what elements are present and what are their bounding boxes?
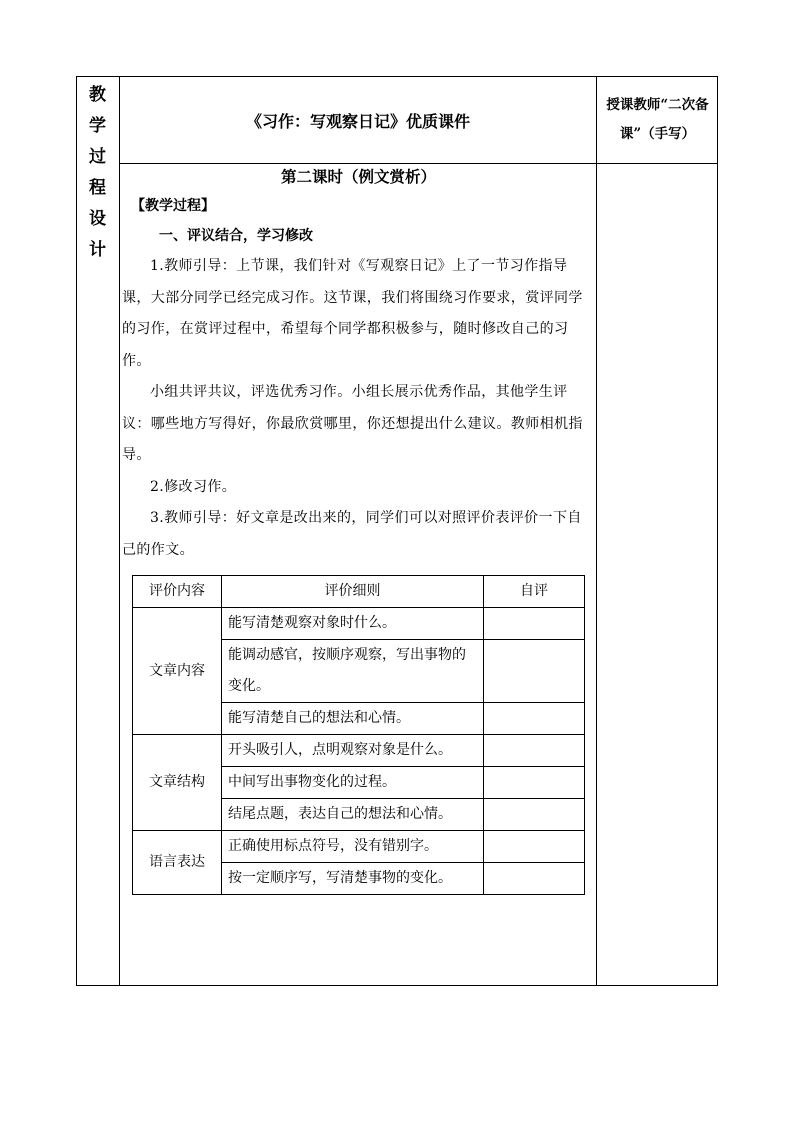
criterion-cell: 正确使用标点符号，没有错别字。 [222,831,484,863]
self-eval-cell[interactable] [484,640,585,703]
self-eval-cell[interactable] [484,735,585,767]
side-label-char: 设 [89,209,106,229]
table-header-row [133,576,585,608]
criterion-cell: 按一定顺序写，写清楚事物的变化。 [222,863,484,895]
header-cell: 自评 [484,576,585,608]
header-cell: 评价内容 [133,576,222,608]
section-label: 【教学过程】 [131,198,215,214]
paragraph: 2.修改习作。 [150,478,237,495]
criterion-cell: 能写清楚观察对象时什么。 [222,608,484,640]
side-label-char: 程 [89,178,106,198]
criterion-cell: 能写清楚自己的想法和心情。 [222,703,484,735]
lesson-title: 第二课时（例文赏析） [280,167,436,186]
side-label-char: 过 [89,147,106,167]
category-cell: 文章内容 [133,608,222,735]
header-cell: 评价细则 [222,576,484,608]
self-eval-cell[interactable] [484,767,585,799]
side-label-char: 教 [89,85,106,105]
side-label-char: 学 [89,116,106,136]
teacher-notes-header: 授课教师“二次备课”（手写） [606,97,709,142]
self-eval-cell[interactable] [484,863,585,895]
criterion-cell: 结尾点题，表达自己的想法和心情。 [222,799,484,831]
self-eval-cell[interactable] [484,831,585,863]
column-divider-left [119,77,120,985]
lesson-plan-frame [76,76,718,986]
self-eval-cell[interactable] [484,608,585,640]
column-divider-right [596,77,597,985]
criterion-cell: 能调动感官，按顺序观察，写出事物的变化。 [222,640,484,703]
side-label [77,77,118,266]
category-cell: 语言表达 [133,831,222,895]
table-row [133,608,585,640]
paragraph: 小组共评共议，评选优秀习作。小组长展示优秀作品，其他学生评议：哪些地方写得好，你最欣赏哪里，你还想提出什么建议。教师相机指导。 [122,384,583,463]
document-title: 《习作：写观察日记》优质课件 [245,111,470,131]
paragraph: 1.教师引导：上节课，我们针对《写观察日记》上了一节习作指导课，大部分同学已经完成习作。这节课，我们将围绕习作要求，赏评同学的习作，在赏评过程中，希望每个同学都积极参与，随时修改自己的习作。 [122,258,583,369]
section-heading: 一、评议结合，学习修改 [159,228,313,244]
self-eval-cell[interactable] [484,703,585,735]
category-cell: 文章结构 [133,735,222,831]
table-row [133,735,585,767]
side-label-char: 计 [89,240,106,260]
evaluation-table [132,575,585,895]
main-content [121,164,596,566]
paragraph: 3.教师引导：好文章是改出来的，同学们可以对照评价表评价一下自己的作文。 [122,510,582,558]
criterion-cell: 开头吸引人，点明观察对象是什么。 [222,735,484,767]
self-eval-cell[interactable] [484,799,585,831]
table-row [133,831,585,863]
criterion-cell: 中间写出事物变化的过程。 [222,767,484,799]
